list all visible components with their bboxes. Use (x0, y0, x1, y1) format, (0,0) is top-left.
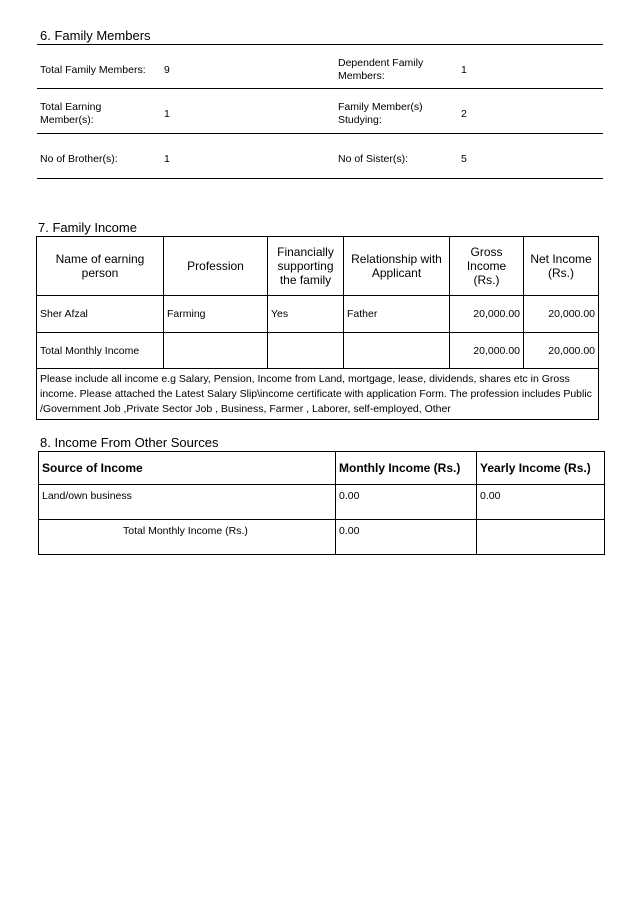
total-family-members-label: Total Family Members: (40, 64, 146, 76)
section-8-title: 8. Income From Other Sources (40, 435, 219, 450)
table-cell (344, 333, 450, 369)
header-cell: Net Income (Rs.) (524, 237, 599, 296)
table-cell: Father (344, 296, 450, 333)
divider (37, 133, 603, 134)
table-cell (477, 520, 605, 555)
table-row (37, 333, 599, 369)
table-cell (268, 333, 344, 369)
table-cell: 0.00 (336, 520, 477, 555)
table-cell: Total Monthly Income (Rs.) (39, 520, 336, 555)
header-cell: Relationship with Applicant (344, 237, 450, 296)
income-note: Please include all income e.g Salary, Pension, Income from Land, mortgage, lease, dividends, shares etc in Gross income. Please attached the Latest Salary Slip\income certificate with application Form. The profession includes Public /Government Job ,Private Sector Job , Business, Farmer , Laborer, self-employed, Other (37, 369, 599, 420)
header-cell: Name of earning person (37, 237, 164, 296)
total-earning-members-label: Total Earning Member(s): (40, 101, 102, 126)
divider (37, 178, 603, 179)
other-income-table (38, 451, 605, 555)
no-of-brothers-label: No of Brother(s): (40, 153, 118, 165)
table-cell: 20,000.00 (524, 333, 599, 369)
family-income-table (36, 236, 599, 420)
table-cell: 20,000.00 (524, 296, 599, 333)
table-header-row (37, 237, 599, 296)
table-row (39, 485, 605, 520)
table-cell: Sher Afzal (37, 296, 164, 333)
table-cell: 0.00 (336, 485, 477, 520)
table-row (39, 520, 605, 555)
table-cell: 0.00 (477, 485, 605, 520)
table-header-row (39, 452, 605, 485)
dependent-family-members-label: Dependent Family Members: (338, 57, 424, 82)
no-of-sisters-value: 5 (461, 153, 467, 165)
table-cell: Total Monthly Income (37, 333, 164, 369)
table-cell: Yes (268, 296, 344, 333)
note-row (37, 369, 599, 420)
table-cell: Land/own business (39, 485, 336, 520)
no-of-sisters-label: No of Sister(s): (338, 153, 409, 165)
table-cell (164, 333, 268, 369)
header-cell: Financially supporting the family (268, 237, 344, 296)
section-6-title: 6. Family Members (40, 28, 151, 43)
family-members-studying-value: 2 (461, 108, 467, 120)
no-of-brothers-value: 1 (164, 153, 170, 165)
header-cell: Monthly Income (Rs.) (336, 452, 477, 485)
header-cell: Gross Income (Rs.) (450, 237, 524, 296)
table-cell: Farming (164, 296, 268, 333)
family-members-studying-label: Family Member(s) Studying: (338, 101, 423, 126)
table-row (37, 296, 599, 333)
dependent-family-members-value: 1 (461, 64, 467, 76)
total-earning-members-value: 1 (164, 108, 170, 120)
total-family-members-value: 9 (164, 64, 170, 76)
header-cell: Yearly Income (Rs.) (477, 452, 605, 485)
table-cell: 20,000.00 (450, 333, 524, 369)
section-7-title: 7. Family Income (38, 220, 137, 235)
header-cell: Profession (164, 237, 268, 296)
header-cell: Source of Income (39, 452, 336, 485)
table-cell: 20,000.00 (450, 296, 524, 333)
divider (37, 88, 603, 89)
divider (37, 44, 603, 45)
